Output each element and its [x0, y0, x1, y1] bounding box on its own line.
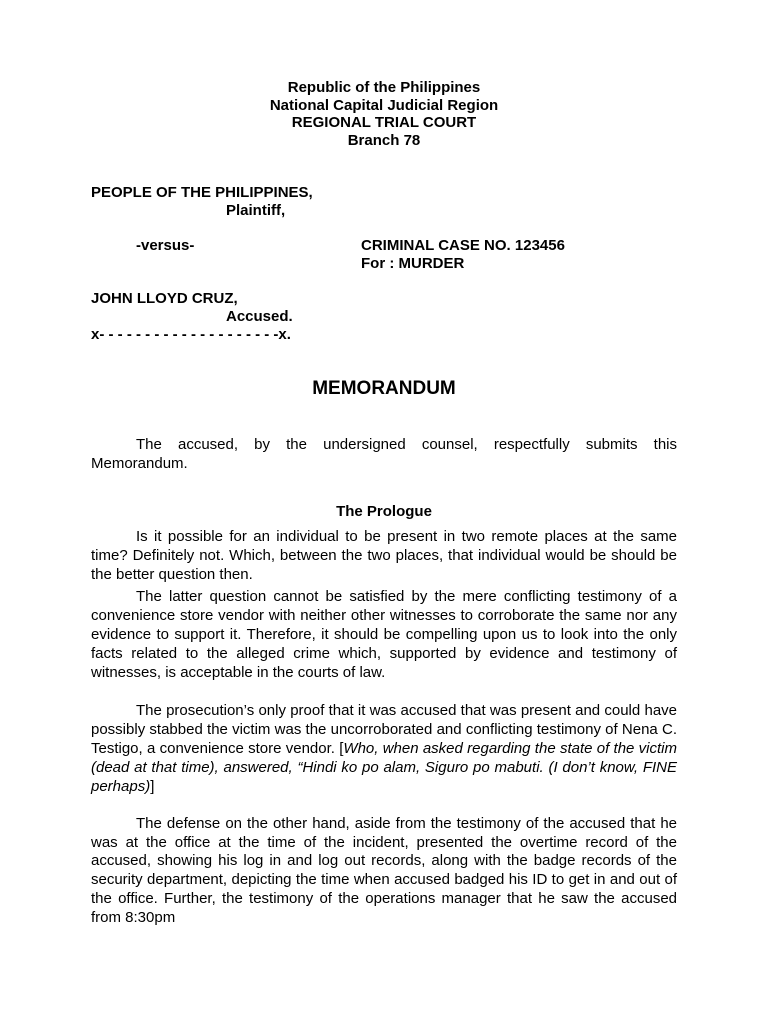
prologue-heading: The Prologue: [336, 503, 432, 520]
header-court: REGIONAL TRIAL COURT: [291, 114, 477, 131]
prologue-paragraph-1: Is it possible for an individual to be present in two remote places at the same time? Definitely not. Which, between the two places, that individual would be should be the better question then.: [91, 528, 677, 583]
caption-separator: x- - - - - - - - - - - - - - - - - - - -x.: [91, 326, 291, 343]
p3-main-text: The prosecution’s only proof that it was accused that was present and could have possibly stabbed the victim was the uncorroborated and conflicting testimony of Nena C. Testigo, a convenience store vendor. [: [91, 702, 677, 757]
header-branch: Branch 78: [347, 131, 421, 149]
document-title: MEMORANDUM: [312, 378, 456, 399]
prologue-paragraph-2: The latter question cannot be satisfied by the mere conflicting testimony of a convenience store vendor with neither other witnesses to corroborate the same nor any evidence to support it. Therefore, it should be compelling upon us to look into the only facts related to the alleged crime which, supported by evidence and testimony of witnesses, is acceptable in the courts of law.: [91, 588, 677, 681]
accused-role: Accused.: [226, 308, 293, 325]
header-region: National Capital Judicial Region: [269, 96, 499, 114]
versus-label: -versus-: [136, 237, 195, 254]
case-charge: For : MURDER: [361, 255, 465, 272]
header-republic: Republic of the Philippines: [287, 79, 481, 96]
accused-name: JOHN LLOYD CRUZ,: [91, 290, 238, 307]
p3-italic-quote: Who, when asked regarding the state of the victim (dead at that time), answered, “Hindi ko po alam, Siguro po mabuti. (I don’t know, FINE perhaps): [91, 740, 677, 795]
p3-closing-bracket: ]: [150, 778, 155, 795]
plaintiff-role: Plaintiff,: [226, 202, 286, 219]
prologue-paragraph-3: [91, 701, 677, 796]
prologue-paragraph-4: The defense on the other hand, aside from the testimony of the accused that he was at the office at the time of the incident, presented the overtime record of the accused, showing his log in and log out records, along with the badge records of the security department, depicting the time when accused badged his ID to get in and out of the office. Further, the testimony of the operations manager that he saw the accused from 8:30pm: [91, 815, 677, 926]
court-header: [0, 79, 768, 149]
case-number: CRIMINAL CASE NO. 123456: [361, 237, 565, 254]
intro-paragraph: The accused, by the undersigned counsel, respectfully submits this Memorandum.: [91, 436, 677, 472]
plaintiff-name: PEOPLE OF THE PHILIPPINES,: [91, 184, 313, 201]
